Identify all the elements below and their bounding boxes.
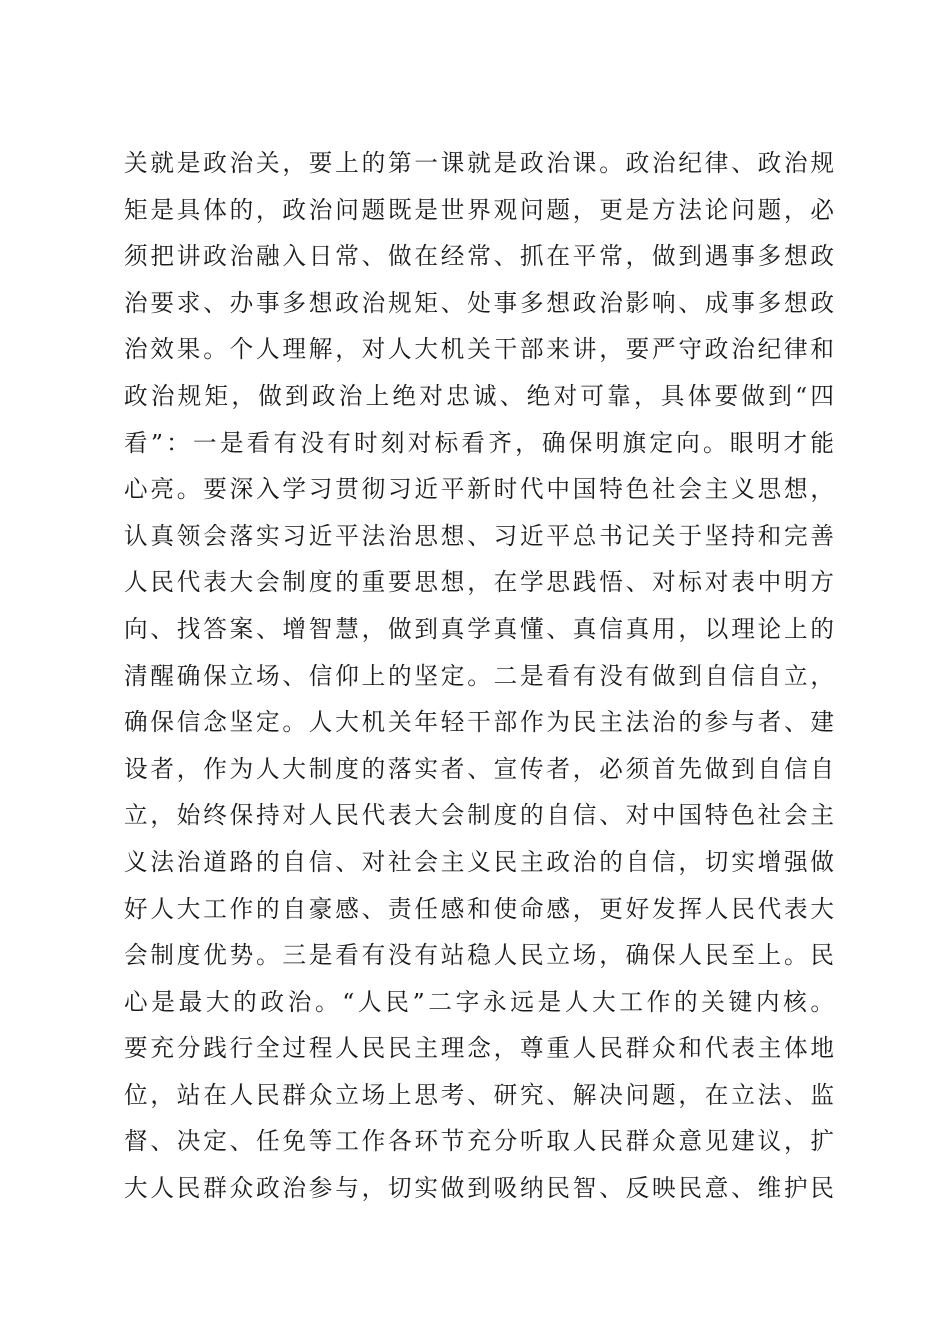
text-line: 督、决定、任免等工作各环节充分听取人民群众意见建议，扩: [124, 1127, 834, 1156]
text-line: 要充分践行全过程人民民主理念，尊重人民群众和代表主体地: [124, 1034, 834, 1063]
text-line: 治要求、办事多想政治规矩、处事多想政治影响、成事多想政: [124, 288, 834, 317]
text-line: 会制度优势。三是看有没有站稳人民立场，确保人民至上。民: [124, 941, 834, 970]
text-line: 好人大工作的自豪感、责任感和使命感，更好发挥人民代表大: [124, 894, 834, 923]
text-line: 义法治道路的自信、对社会主义民主政治的自信，切实增强做: [124, 847, 834, 876]
text-line: 心亮。要深入学习贯彻习近平新时代中国特色社会主义思想，: [124, 475, 834, 504]
text-line: 人民代表大会制度的重要思想，在学思践悟、对标对表中明方: [124, 568, 834, 597]
text-line: 须把讲政治融入日常、做在经常、抓在平常，做到遇事多想政: [124, 242, 834, 271]
text-line: 治效果。个人理解，对人大机关干部来讲，要严守政治纪律和: [124, 335, 834, 364]
text-line: 位，站在人民群众立场上思考、研究、解决问题，在立法、监: [124, 1080, 834, 1109]
text-line: 矩是具体的，政治问题既是世界观问题，更是方法论问题，必: [124, 195, 834, 224]
text-line: 关就是政治关，要上的第一课就是政治课。政治纪律、政治规: [124, 149, 834, 177]
text-line: 认真领会落实习近平法治思想、习近平总书记关于坚持和完善: [124, 521, 834, 550]
text-line: 政治规矩，做到政治上绝对忠诚、绝对可靠，具体要做到“四: [124, 381, 834, 410]
text-line: 设者，作为人大制度的落实者、宣传者，必须首先做到自信自: [124, 754, 834, 783]
text-line: 大人民群众政治参与，切实做到吸纳民智、反映民意、维护民: [124, 1174, 834, 1203]
text-line: 心是最大的政治。“人民”二字永远是人大工作的关键内核。: [124, 987, 834, 1016]
text-line: 确保信念坚定。人大机关年轻干部作为民主法治的参与者、建: [124, 708, 834, 737]
text-line: 看”：一是看有没有时刻对标看齐，确保明旗定向。眼明才能: [124, 428, 834, 457]
text-line: 清醒确保立场、信仰上的坚定。二是看有没有做到自信自立，: [124, 661, 834, 690]
text-line: 立，始终保持对人民代表大会制度的自信、对中国特色社会主: [124, 801, 834, 830]
body-paragraph: [124, 140, 834, 1212]
text-line: 向、找答案、增智慧，做到真学真懂、真信真用，以理论上的: [124, 614, 834, 643]
